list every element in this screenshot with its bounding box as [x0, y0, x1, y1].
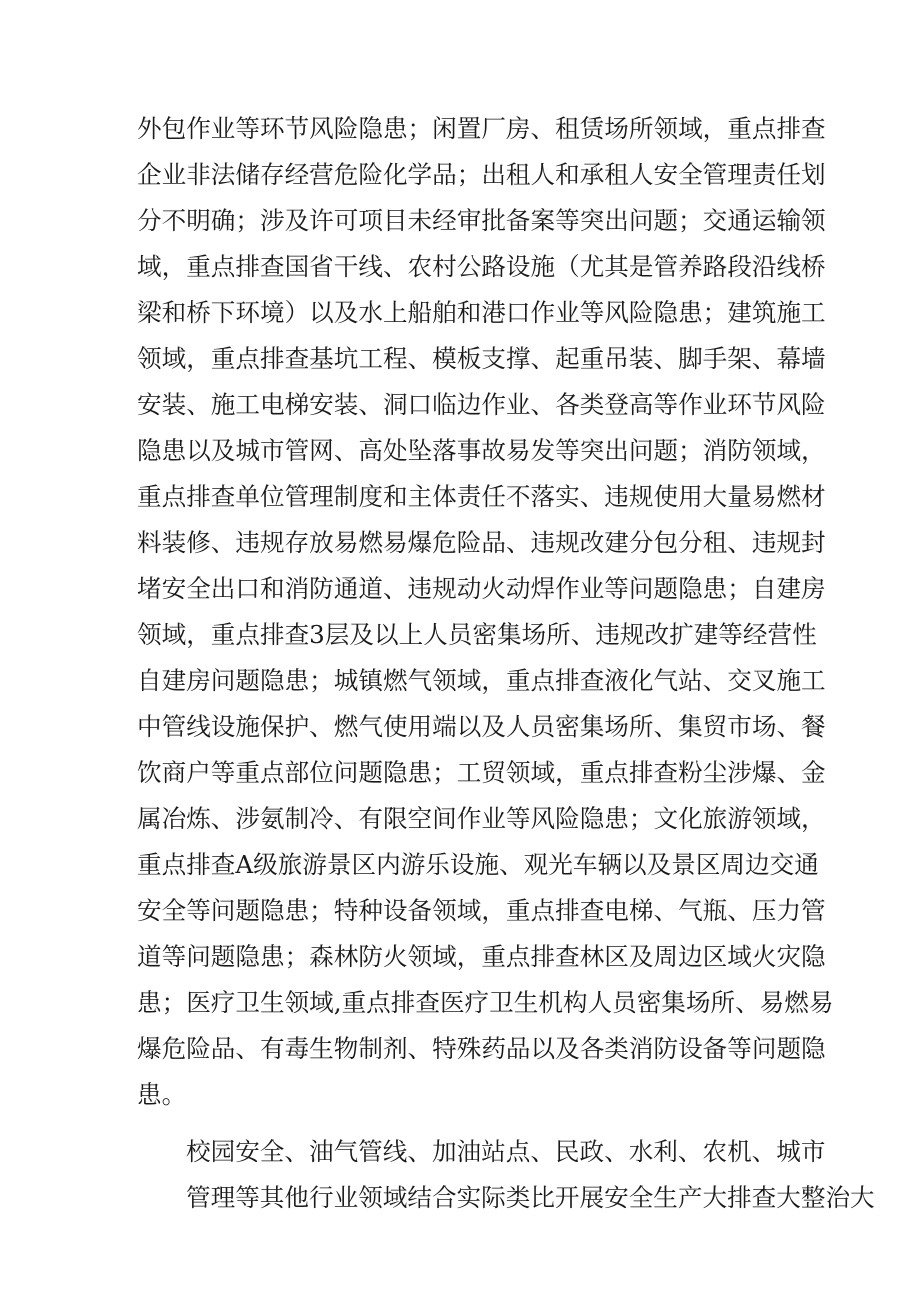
text-line: 患；医疗卫生领域,重点排查医疗卫生机构人员密集场所、易燃易	[137, 988, 834, 1017]
text-line: 领域，重点排查基坑工程、模板支撑、起重吊装、脚手架、幕墙	[137, 344, 826, 373]
text-line: 料装修、违规存放易燃易爆危险品、违规改建分包分租、违规封	[137, 528, 826, 557]
text-line: 外包作业等环节风险隐患；闲置厂房、租赁场所领域，重点排查	[137, 114, 826, 143]
text-line: 患。	[137, 1080, 187, 1109]
text-line: 校园安全、油气管线、加油站点、民政、水利、农机、城市	[186, 1137, 826, 1166]
text-line: 堵安全出口和消防通道、违规动火动焊作业等问题隐患；自建房	[137, 574, 826, 603]
text-line: 饮商户等重点部位问题隐患；工贸领域，重点排查粉尘涉爆、金	[137, 758, 826, 787]
text-line: 梁和桥下环境）以及水上船舶和港口作业等风险隐患；建筑施工	[137, 298, 826, 327]
text-line: 重点排查A级旅游景区内游乐设施、观光车辆以及景区周边交通	[137, 850, 819, 879]
text-line: 安装、施工电梯安装、洞口临边作业、各类登高等作业环节风险	[137, 390, 826, 419]
text-line: 属冶炼、涉氨制冷、有限空间作业等风险隐患；文化旅游领域，	[137, 804, 826, 833]
text-line: 道等问题隐患；森林防火领域，重点排查林区及周边区域火灾隐	[137, 942, 826, 971]
paragraph-1	[137, 106, 834, 1118]
text-line: 重点排查单位管理制度和主体责任不落实、违规使用大量易燃材	[137, 482, 826, 511]
text-line: 域，重点排查国省干线、农村公路设施（尤其是管养路段沿线桥	[137, 252, 826, 281]
text-line: 自建房问题隐患；城镇燃气领域，重点排查液化气站、交叉施工	[137, 666, 826, 695]
text-line: 分不明确；涉及许可项目未经审批备案等突出问题；交通运输领	[137, 206, 826, 235]
paragraph-2	[137, 1129, 875, 1221]
text-line: 隐患以及城市管网、高处坠落事故易发等突出问题；消防领域，	[137, 436, 826, 465]
text-line: 企业非法储存经营危险化学品；出租人和承租人安全管理责任划	[137, 160, 826, 189]
text-line: 中管线设施保护、燃气使用端以及人员密集场所、集贸市场、餐	[137, 712, 826, 741]
text-line: 领域，重点排查3层及以上人员密集场所、违规改扩建等经营性	[137, 620, 817, 649]
text-line: 爆危险品、有毒生物制剂、特殊药品以及各类消防设备等问题隐	[137, 1034, 826, 1063]
text-line: 管理等其他行业领域结合实际类比开展安全生产大排查大整治大	[186, 1183, 875, 1212]
body-text	[137, 106, 875, 1221]
text-line: 安全等问题隐患；特种设备领域，重点排查电梯、气瓶、压力管	[137, 896, 826, 925]
